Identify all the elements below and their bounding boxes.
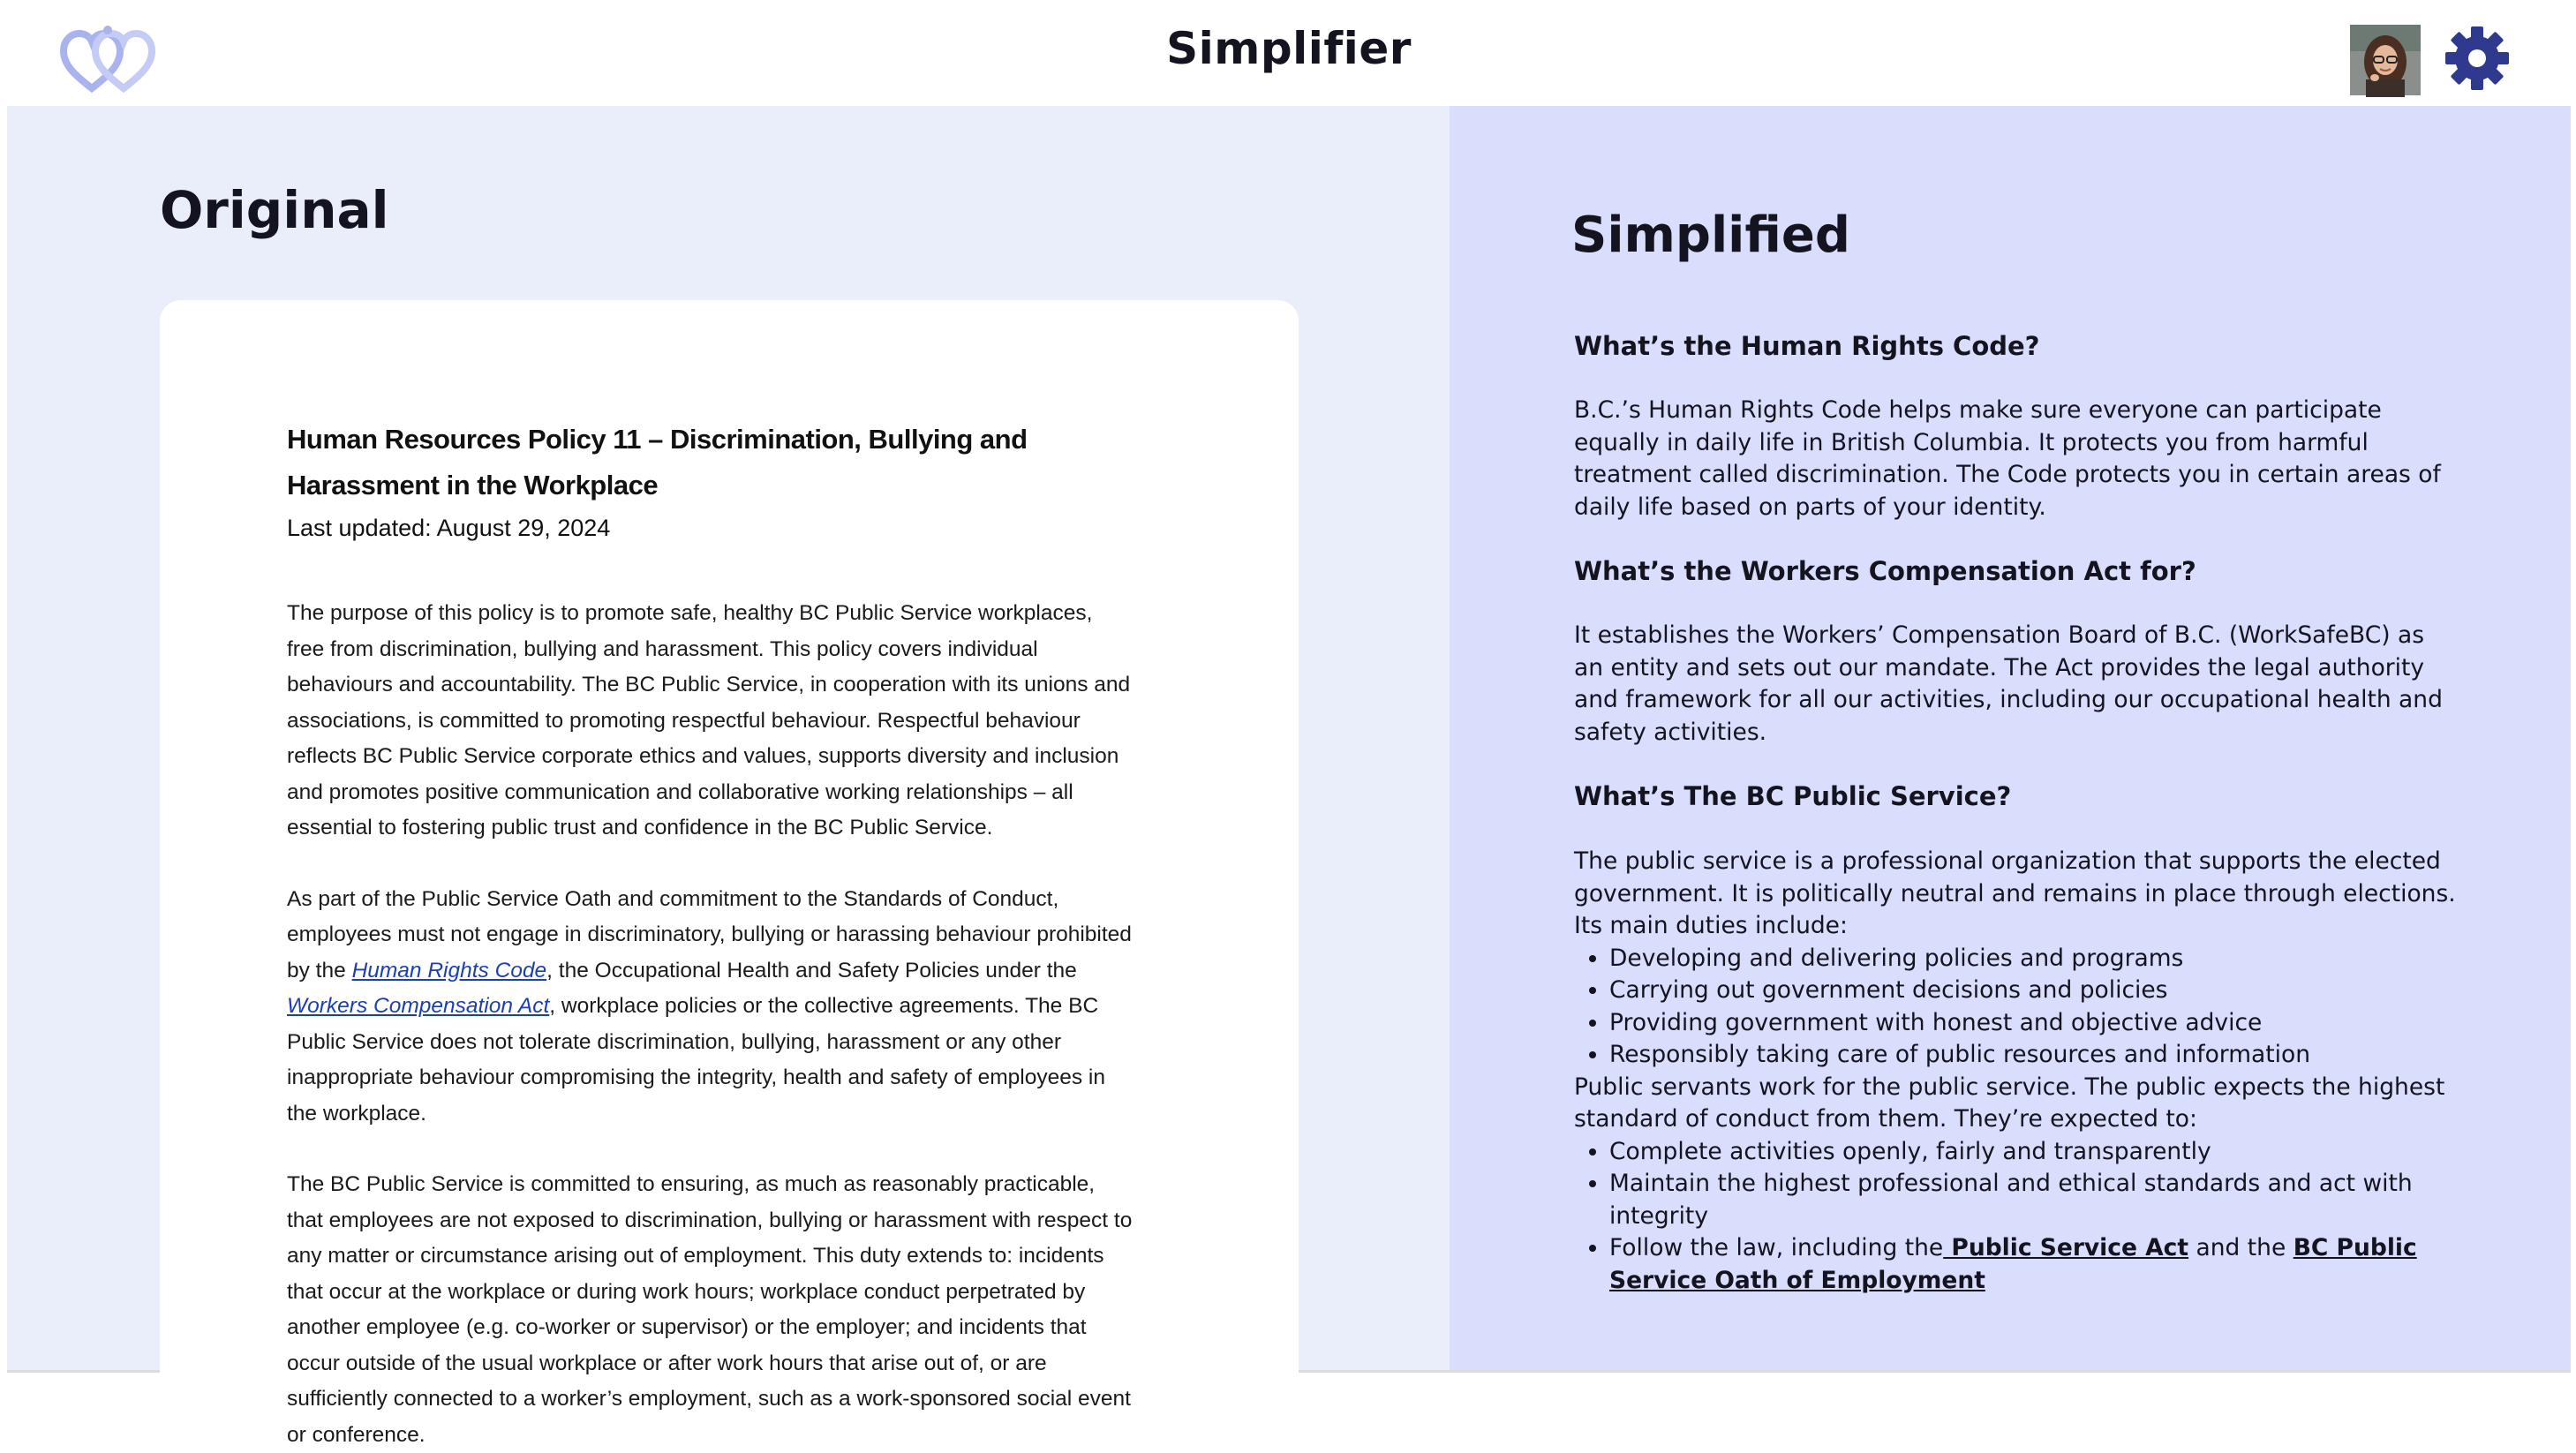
original-panel: [7, 106, 1450, 1447]
public-service-intro: The public service is a professional organization that supports the elected government. It is politically neutral and remains in place through elections. Its main duties include:: [1574, 847, 2456, 939]
question-workers-compensation-act: What’s the Workers Compensation Act for?: [1574, 556, 2196, 586]
list-item: • Providing government with honest and objective advice: [1609, 1007, 2457, 1040]
app-window: [7, 0, 2571, 1447]
and-the-text: and the: [2188, 1234, 2294, 1261]
list-item: [1609, 1232, 2457, 1297]
document-paragraph-1: The purpose of this policy is to promote safe, healthy BC Public Service workplaces, free from discrimination, bullying and harassment. This policy covers individual behaviours and accountability. The BC Public Service, in cooperation with its unions and associations, is committed to promoting respectful behaviour. Respectful behaviour reflects BC Public Service corporate ethics and values, supports diversity and inclusion and promotes positive communication and collaborative working relationships – all essential to fostering public trust and confidence in the BC Public Service.: [287, 601, 1131, 839]
duties-list: [1574, 943, 2457, 1072]
human-rights-code-link[interactable]: Human Rights Code: [351, 958, 547, 982]
document-title: Human Resources Policy 11 – Discrimination, Bullying and Harassment in the Workplace: [287, 424, 1028, 501]
answer-workers-compensation-act: It establishes the Workers’ Compensation Board of B.C. (WorkSafeBC) as an entity and sets out our mandate. The Act provides the legal authority and framework for all our activities, including our occupational health and safety activities.: [1574, 621, 2443, 746]
public-servants-expectations: Public servants work for the public service. The public expects the highest standard of conduct from them. They’re expected to:: [1574, 1073, 2445, 1133]
p2-text-b: , the Occupational Health and Safety Policies under the: [546, 958, 1077, 982]
user-avatar[interactable]: [2350, 25, 2421, 95]
list-item: • Developing and delivering policies and programs: [1609, 943, 2457, 975]
answer-human-rights-code: B.C.’s Human Rights Code helps make sure everyone can participate equally in daily life in British Columbia. It protects you from harmful treatment called discrimination. The Code protects you in certain areas of daily life based on parts of your identity.: [1574, 396, 2441, 521]
gear-icon[interactable]: [2442, 23, 2512, 94]
p2-text-c: , workplace policies or the collective agreements. The BC Public Service does not tolerate discrimination, bullying, harassment or any other inappropriate behaviour compromising the integrity, health and safety of employees in the workplace.: [287, 994, 1105, 1126]
question-human-rights-code: What’s the Human Rights Code?: [1574, 331, 2040, 361]
document-last-updated: Last updated: August 29, 2024: [287, 515, 611, 541]
app-title: Simplifier: [1166, 23, 1412, 74]
answer-bc-public-service: [1574, 846, 2457, 1297]
avatar-image: [2350, 25, 2421, 95]
document-paragraph-2: [287, 882, 1134, 1133]
document-paragraph-3: The BC Public Service is committed to ensuring, as much as reasonably practicable, that employees are not exposed to discrimination, bullying or harassment with respect to any matter or circumstance arising out of employment. This duty extends to: incidents that occur at the workplace or during work hours; workplace conduct perpetrated by another employee (e.g. co-worker or supervisor) or the employer; and incidents that occur outside of the usual workplace or after work hours that arise out of, or are sufficiently connected to a worker’s employment, such as a work-sponsored social event or conference.: [287, 1172, 1133, 1447]
question-bc-public-service: What’s The BC Public Service?: [1574, 781, 2012, 811]
list-item: • Maintain the highest professional and ethical standards and act with integrity: [1609, 1168, 2457, 1232]
list-item: • Responsibly taking care of public resources and information: [1609, 1039, 2457, 1072]
simplified-heading: Simplified: [1571, 207, 1850, 264]
simplified-panel: [1450, 106, 2571, 1370]
public-service-act-link[interactable]: Public Service Act: [1943, 1234, 2189, 1261]
workers-compensation-act-link[interactable]: Workers Compensation Act: [287, 994, 550, 1018]
oath-of-employment-link[interactable]: BC Public Service Oath of Employment: [1609, 1234, 2417, 1294]
top-bar: [7, 0, 2571, 106]
list-item: • Carrying out government decisions and policies: [1609, 975, 2457, 1007]
p2-text-a: As part of the Public Service Oath and commitment to the Standards of Conduct, employees must not engage in discriminatory, bullying or harassing behaviour prohibited by the: [287, 886, 1132, 982]
follow-law-text: Follow the law, including the: [1609, 1234, 1944, 1261]
original-document: [287, 417, 1134, 1453]
original-heading: Original: [160, 180, 389, 240]
expectations-list: [1574, 1136, 2457, 1298]
original-document-card[interactable]: [160, 300, 1299, 1447]
list-item: • Complete activities openly, fairly and transparently: [1609, 1136, 2457, 1169]
